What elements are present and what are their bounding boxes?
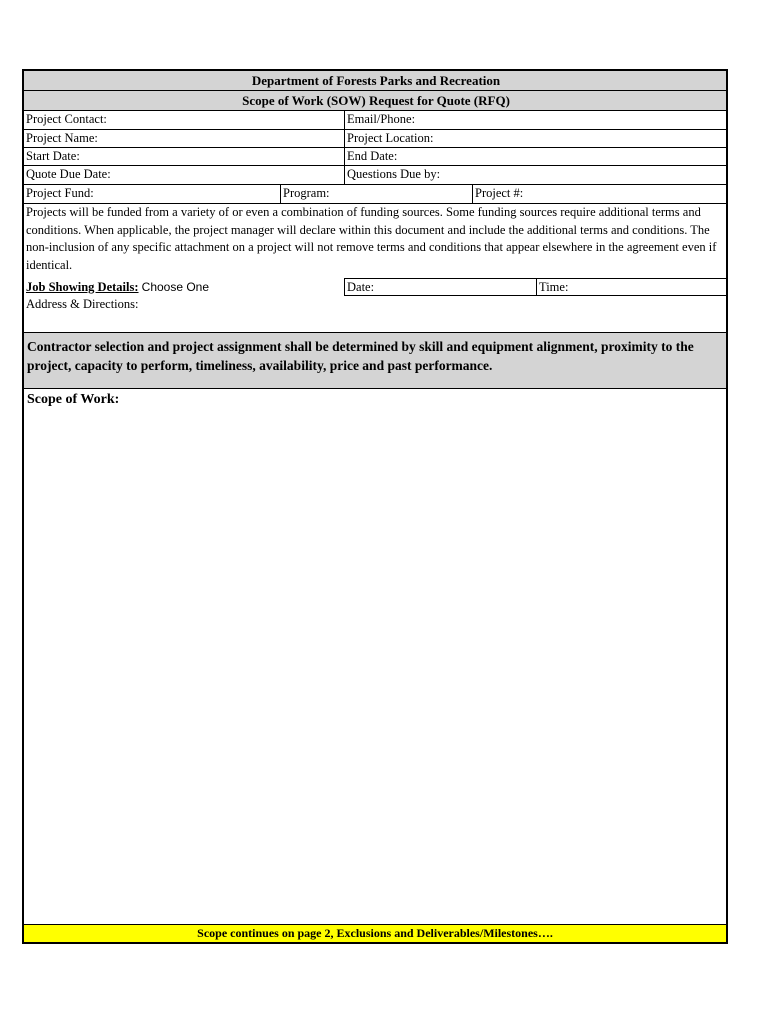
name-row (24, 130, 726, 148)
email-phone-field[interactable]: Email/Phone: (344, 111, 726, 129)
header-department-row (24, 71, 726, 91)
job-showing-label: Job Showing Details: (26, 280, 139, 294)
form-title: Scope of Work (SOW) Request for Quote (RFQ) (242, 93, 510, 108)
showing-time-field[interactable]: Time: (536, 278, 726, 296)
project-name-field[interactable]: Project Name: (26, 131, 98, 145)
showing-date-field[interactable]: Date: (344, 278, 536, 296)
quote-due-date-field[interactable]: Quote Due Date: (26, 167, 111, 181)
address-directions-field[interactable]: Address & Directions: (26, 297, 139, 311)
project-number-field[interactable]: Project #: (472, 185, 726, 203)
questions-due-field[interactable]: Questions Due by: (344, 166, 726, 184)
fund-row (24, 185, 726, 204)
rfq-form (22, 69, 728, 944)
header-form-title-row (24, 91, 726, 111)
project-contact-field[interactable]: Project Contact: (26, 112, 107, 126)
department-title: Department of Forests Parks and Recreation (251, 73, 501, 88)
selection-note: Contractor selection and project assignment shall be determined by skill and equipment alignment, proximity to the project, capacity to perform, timeliness, availability, price and past performance. (27, 339, 694, 373)
funding-note: Projects will be funded from a variety of or even a combination of funding sources. Some funding sources require additional terms and conditions. When applicable, the project manager will declare within this document and include the additional terms and conditions. The non-inclusion of any specific attachment on a project will not remove terms and conditions that appear elsewhere in the agreement even if identical. (26, 205, 717, 272)
dates-row (24, 148, 726, 166)
selection-note-row (24, 333, 726, 389)
scope-of-work-label: Scope of Work: (27, 392, 120, 407)
project-fund-field[interactable]: Project Fund: (26, 186, 94, 200)
footer-note: Scope continues on page 2, Exclusions and Deliverables/Milestones…. (24, 924, 726, 942)
scope-of-work-area[interactable] (24, 389, 726, 925)
funding-note-row (24, 204, 726, 278)
address-row (24, 296, 726, 333)
job-showing-select[interactable]: Choose One (141, 280, 210, 294)
program-field[interactable]: Program: (280, 185, 472, 203)
project-location-field[interactable]: Project Location: (344, 130, 726, 147)
contact-row (24, 111, 726, 130)
job-showing-row (24, 278, 726, 296)
job-showing-label-group (26, 279, 209, 296)
due-row (24, 166, 726, 185)
end-date-field[interactable]: End Date: (344, 148, 726, 165)
start-date-field[interactable]: Start Date: (26, 149, 80, 163)
